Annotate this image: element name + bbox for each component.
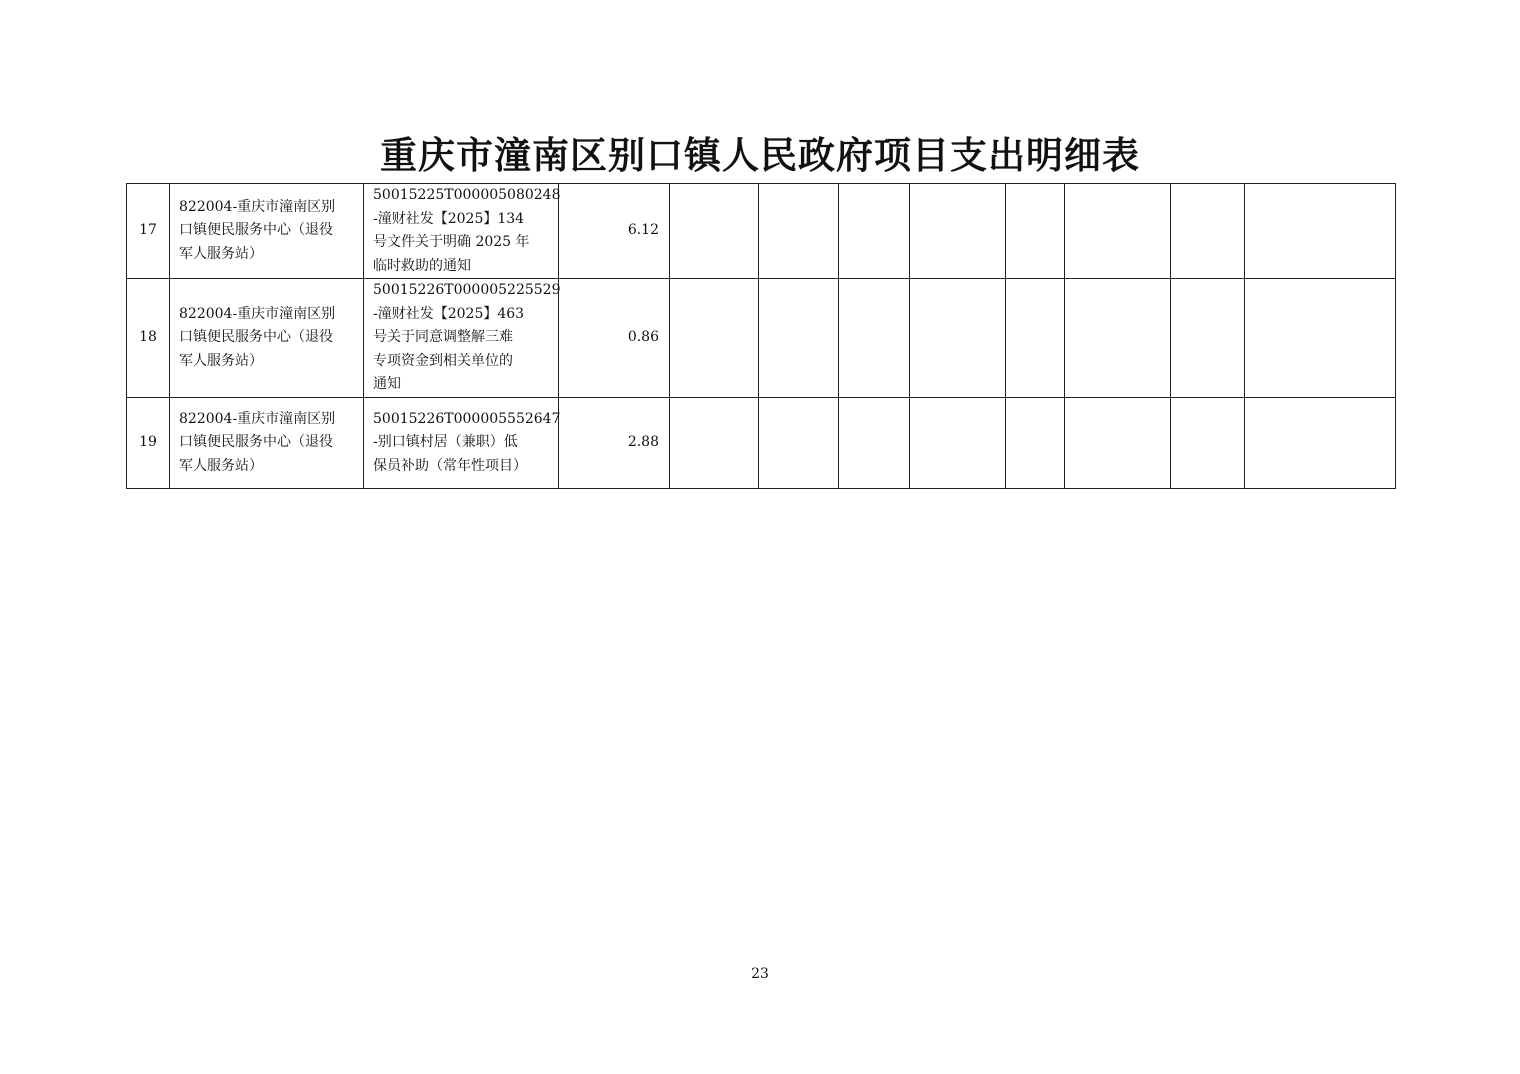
empty-cell (839, 279, 910, 398)
project-name-cell: 50015226T000005552647 -别口镇村居（兼职）低 保员补助（常年性项目） (364, 398, 559, 489)
empty-cell (1245, 184, 1396, 279)
empty-cell (670, 398, 759, 489)
empty-cell (759, 279, 839, 398)
empty-cell (1065, 279, 1171, 398)
unit-name-cell: 822004-重庆市潼南区别 口镇便民服务中心（退役 军人服务站） (170, 398, 364, 489)
empty-cell (1171, 279, 1245, 398)
empty-cell (1171, 184, 1245, 279)
empty-cell (910, 398, 1006, 489)
empty-cell (1245, 398, 1396, 489)
empty-cell (1245, 279, 1396, 398)
amount-cell: 0.86 (559, 279, 670, 398)
empty-cell (759, 398, 839, 489)
project-name-cell: 50015226T000005225529 -潼财社发【2025】463 号关于同意调整解三难 专项资金到相关单位的 通知 (364, 279, 559, 398)
empty-cell (839, 184, 910, 279)
empty-cell (910, 279, 1006, 398)
empty-cell (759, 184, 839, 279)
expenditure-detail-table (126, 183, 1396, 489)
unit-name-cell: 822004-重庆市潼南区别 口镇便民服务中心（退役 军人服务站） (170, 279, 364, 398)
empty-cell (1006, 184, 1065, 279)
empty-cell (1065, 184, 1171, 279)
row-number-cell: 17 (127, 184, 170, 279)
amount-cell: 2.88 (559, 398, 670, 489)
table-row (127, 279, 1396, 398)
row-number-cell: 19 (127, 398, 170, 489)
empty-cell (839, 398, 910, 489)
empty-cell (670, 184, 759, 279)
page-number: 23 (751, 966, 769, 982)
table-row (127, 184, 1396, 279)
unit-name-cell: 822004-重庆市潼南区别 口镇便民服务中心（退役 军人服务站） (170, 184, 364, 279)
row-number-cell: 18 (127, 279, 170, 398)
empty-cell (1065, 398, 1171, 489)
empty-cell (670, 279, 759, 398)
table-row (127, 398, 1396, 489)
empty-cell (1006, 398, 1065, 489)
empty-cell (1171, 398, 1245, 489)
amount-cell: 6.12 (559, 184, 670, 279)
page-title: 重庆市潼南区别口镇人民政府项目支出明细表 (380, 133, 1140, 177)
project-name-cell: 50015225T000005080248 -潼财社发【2025】134 号文件关于明确 2025 年 临时救助的通知 (364, 184, 559, 279)
empty-cell (1006, 279, 1065, 398)
empty-cell (910, 184, 1006, 279)
